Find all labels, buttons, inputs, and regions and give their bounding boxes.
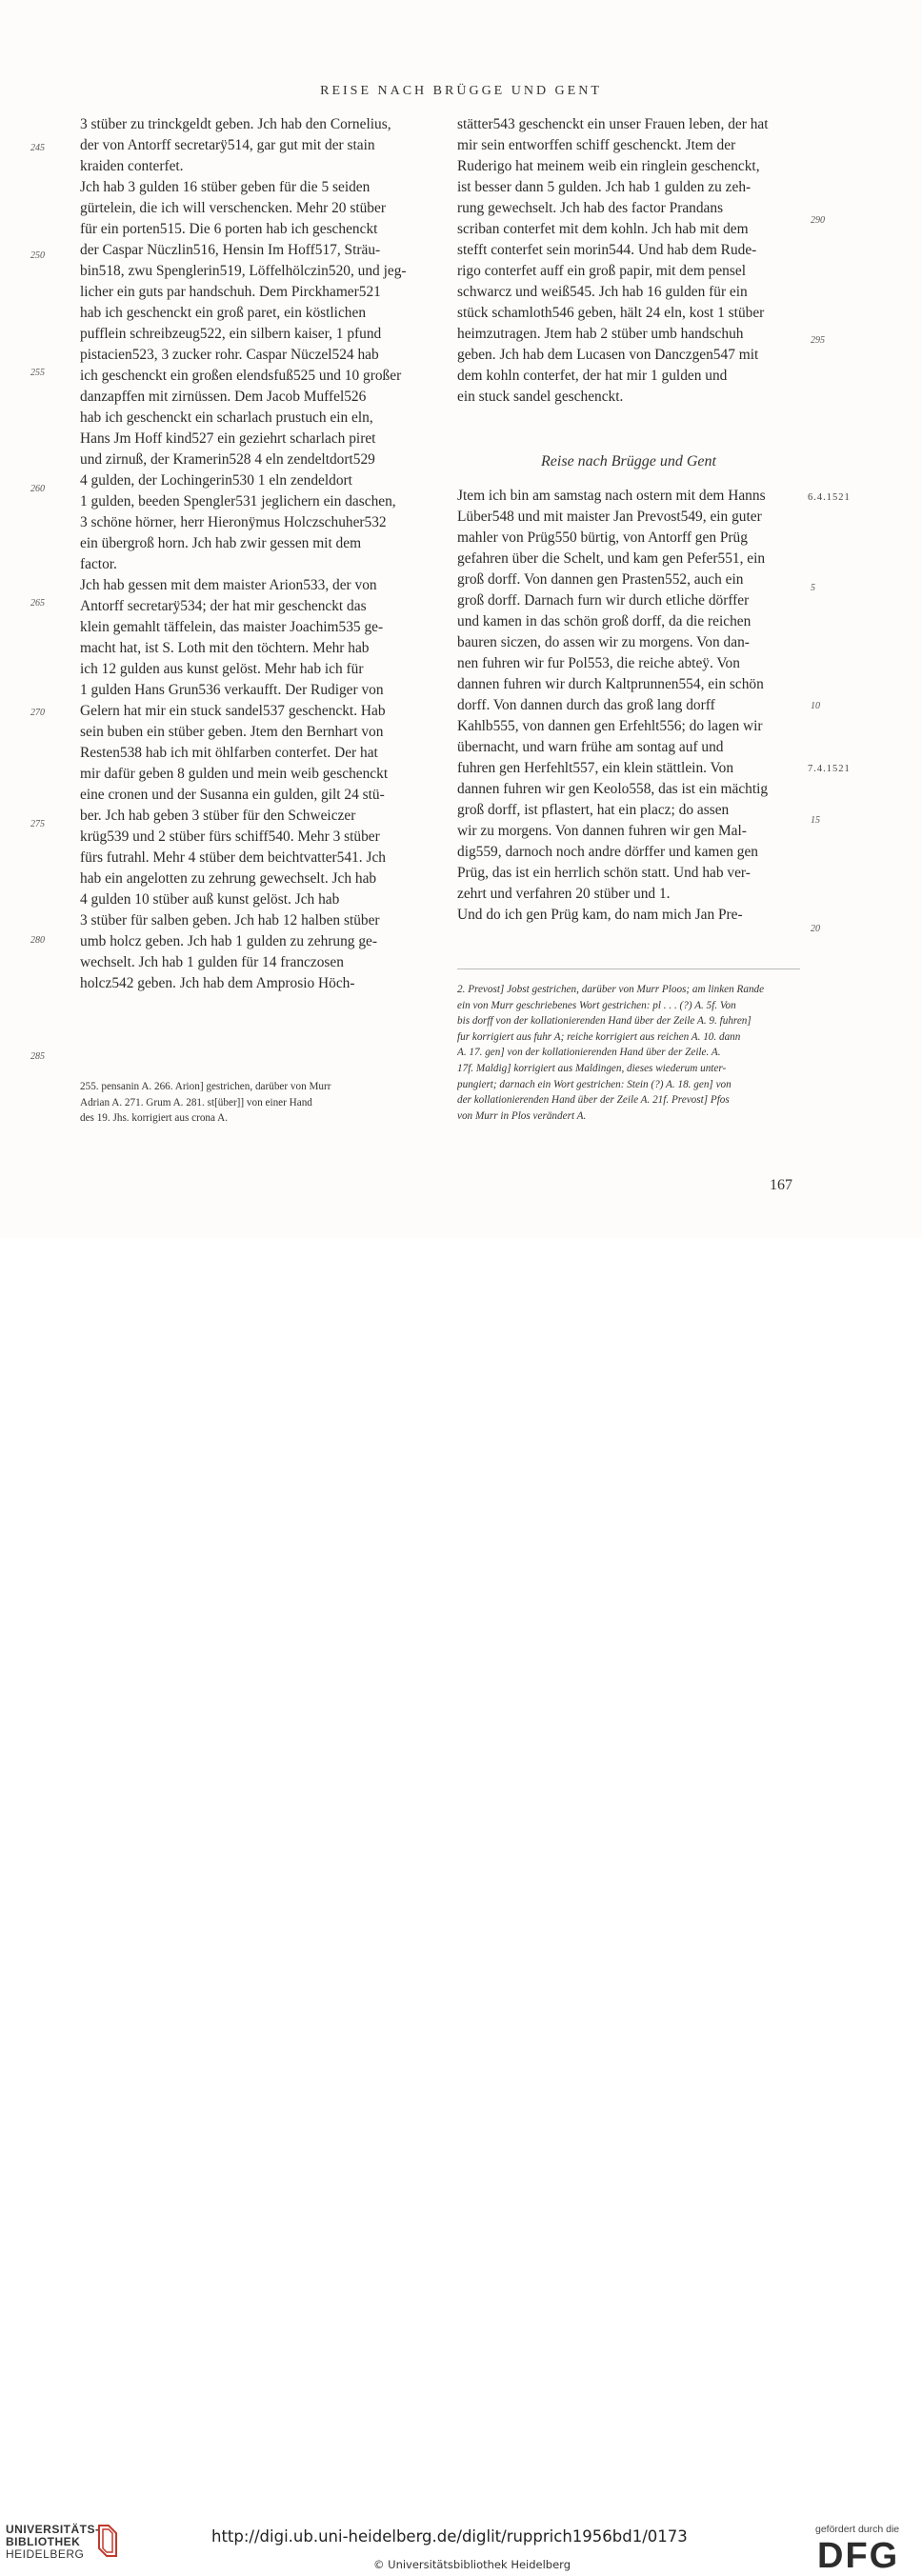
- text-line: zehrt und verfahren 20 stüber und 1.: [457, 886, 671, 902]
- line-number: 10: [811, 701, 820, 711]
- text-line: Kahlb555, von dannen gen Erfehlt556; do lagen wir: [457, 718, 763, 734]
- text-line: macht hat, ist S. Loth mit den töchtern. Mehr hab: [80, 640, 370, 656]
- text-line: groß dorff, ist pflastert, hat ein placz; do assen: [457, 802, 730, 818]
- text-line: hab ich geschenckt ein groß paret, ein köstlichen: [80, 305, 367, 321]
- critical-apparatus-right: [457, 982, 800, 1124]
- text-line: Prüg, das ist ein herrlich schön statt. Und hab ver-: [457, 865, 751, 881]
- text-line: Jtem ich bin am samstag nach ostern mit dem Hanns: [457, 488, 766, 504]
- text-line: der kollationierenden Hand über der Zeile A. 21f. Prevost] Pfos: [457, 1094, 730, 1107]
- running-head: REISE NACH BRÜGGE UND GENT: [320, 84, 602, 98]
- text-line: 1 gulden Hans Grun536 verkaufft. Der Rudiger von: [80, 682, 384, 698]
- text-line: 4 gulden 10 stüber auß kunst gelöst. Jch hab: [80, 891, 340, 908]
- text-line: wechselt. Jch hab 1 gulden für 14 franczosen: [80, 954, 344, 970]
- text-line: 17f. Maldig] korrigiert aus Maldingen, dieses wiederum unter-: [457, 1062, 727, 1074]
- text-line: dorff. Von dannen durch das groß lang dorff: [457, 697, 715, 713]
- text-line: dig559, darnoch noch andre dörffer und kamen gen: [457, 844, 758, 860]
- text-line: übernacht, und warn frühe am sontag auf und: [457, 739, 724, 755]
- logo-text-line: UNIVERSITÄTS-: [6, 2523, 100, 2536]
- text-line: nen fuhren wir fur Pol553, die reiche abteÿ. Von: [457, 655, 740, 671]
- ub-logo-mark-icon: [95, 2522, 120, 2560]
- left-text-column: [80, 114, 423, 994]
- logo-text-line: BIBLIOTHEK: [6, 2535, 81, 2548]
- line-number: 260: [30, 484, 45, 494]
- text-line: Antorff secretarÿ534; der hat mir geschenckt das: [80, 598, 367, 614]
- text-line: für ein porten515. Die 6 porten hab ich geschenckt: [80, 221, 378, 237]
- text-line: der Caspar Nüczlin516, Hensin Im Hoff517, Sträu-: [80, 242, 381, 258]
- line-number: 245: [30, 143, 45, 153]
- ub-heidelberg-logo[interactable]: [6, 2524, 100, 2561]
- text-line: licher ein guts par handschuh. Dem Pirckhamer521: [80, 284, 381, 300]
- text-line: hab ich geschenckt ein scharlach prustuch ein eln,: [80, 409, 373, 426]
- text-line: 3 schöne hörner, herr Hieronÿmus Holczschuher532: [80, 514, 387, 530]
- notes-divider: [457, 968, 800, 969]
- section-heading: Reise nach Brügge und Gent: [541, 453, 716, 469]
- text-line: groß dorff. Darnach furn wir durch etliche dörffer: [457, 592, 750, 609]
- text-line: Hans Jm Hoff kind527 ein geziehrt scharlach piret: [80, 430, 376, 447]
- line-number: 250: [30, 250, 45, 261]
- line-number: 20: [811, 924, 820, 934]
- text-line: ich geschenckt ein großen elendsfuß525 und 10 großer: [80, 368, 402, 384]
- text-line: von Murr in Plos verändert A.: [457, 1109, 587, 1122]
- text-line: scriban conterfet mit dem kohln. Jch hab mit dem: [457, 221, 749, 237]
- text-line: 2. Prevost] Jobst gestrichen, darüber von Murr Ploos; am linken Rande: [457, 984, 765, 995]
- text-line: dem kohln conterfet, der hat mir 1 gulden und: [457, 368, 728, 384]
- critical-apparatus-left: [80, 1079, 423, 1127]
- text-line: A. 17. gen] von der kollationierenden Hand über der Zeile. A.: [457, 1047, 721, 1059]
- text-line: dannen fuhren wir gen Keolo558, das ist ein mächtig: [457, 781, 769, 797]
- text-line: dannen fuhren wir durch Kaltprunnen554, ein schön: [457, 676, 764, 692]
- text-line: Jch hab gessen mit dem maister Arion533, der von: [80, 577, 377, 593]
- funding-caption: gefördert durch die: [815, 2524, 900, 2535]
- text-line: bis dorff von der kollationierenden Hand über der Zeile A. 9. fuhren]: [457, 1015, 752, 1028]
- text-line: pufflein schreibzeug522, ein silbern kaiser, 1 pfund: [80, 326, 382, 342]
- text-line: ist besser dann 5 gulden. Jch hab 1 gulden zu zeh-: [457, 179, 752, 195]
- margin-date: 7.4.1521: [808, 764, 851, 774]
- text-line: krüg539 und 2 stüber fürs schiff540. Mehr 3 stüber: [80, 829, 380, 845]
- page-number: 167: [770, 1177, 792, 1193]
- text-line: hab ein angelotten zu zehrung gewechselt. Jch hab: [80, 870, 377, 887]
- text-line: 1 gulden, beeden Spengler531 jeglichern ein daschen,: [80, 493, 396, 509]
- line-number: 285: [30, 1051, 45, 1062]
- text-line: 3 stüber für salben geben. Jch hab 12 halben stüber: [80, 912, 380, 929]
- text-line: und kamen in das schön groß dorff, da die reichen: [457, 613, 752, 629]
- footer-bar: [0, 1238, 922, 2576]
- text-line: der von Antorff secretarÿ514, gar gut mit der stain: [80, 137, 375, 153]
- text-line: Und do ich gen Prüg kam, do nam mich Jan Pre-: [457, 907, 743, 923]
- text-line: Lüber548 und mit maister Jan Prevost549, ein guter: [457, 509, 762, 525]
- line-number: 15: [811, 815, 820, 826]
- right-column-bottom-text: [457, 486, 800, 926]
- text-line: rung gewechselt. Jch hab des factor Prandans: [457, 200, 724, 216]
- text-line: Gelern hat mir ein stuck sandel537 geschenckt. Hab: [80, 703, 386, 719]
- copyright-notice: © Universitätsbibliothek Heidelberg: [373, 2558, 571, 2571]
- text-line: fur korrigiert aus fuhr A; reiche korrigiert aus reichen A. 10. dann: [457, 1030, 741, 1043]
- text-line: Adrian A. 271. Grum A. 281. st[über]] von einer Hand: [80, 1096, 312, 1108]
- text-line: 4 gulden, der Lochingerin530 1 eln zendeldort: [80, 472, 352, 489]
- text-line: fuhren gen Herfehlt557, ein klein stättlein. Von: [457, 760, 734, 776]
- text-line: bauren siczen, do assen wir zu morgens. Von dan-: [457, 634, 750, 650]
- text-line: geben. Jch hab dem Lucasen von Danczgen547 mit: [457, 347, 759, 363]
- text-line: pungiert; darnach ein Wort gestrichen: Stein (?) A. 18. gen] von: [457, 1078, 732, 1090]
- text-line: des 19. Jhs. korrigiert aus crona A.: [80, 1112, 229, 1125]
- text-line: bin518, zwu Spenglerin519, Löffelhölczin520, und jeg-: [80, 263, 407, 279]
- text-line: Resten538 hab ich mit öhlfarben conterfet. Der hat: [80, 745, 378, 761]
- text-line: klein gemahlt täffelein, das maister Joachim535 ge-: [80, 619, 384, 635]
- text-line: factor.: [80, 556, 117, 572]
- text-line: ein übergroß horn. Jch hab zwir gessen mit dem: [80, 535, 362, 551]
- text-line: gefahren über die Schelt, und kam gen Pefer551, ein: [457, 550, 766, 567]
- line-number: 290: [811, 215, 825, 226]
- margin-date: 6.4.1521: [808, 492, 851, 503]
- text-line: ein von Murr geschriebenes Wort gestrichen: pl . . . (?) A. 5f. Von: [457, 999, 736, 1011]
- text-line: Jch hab 3 gulden 16 stüber geben für die 5 seiden: [80, 179, 371, 195]
- text-line: eine cronen und der Susanna ein gulden, gilt 24 stü-: [80, 787, 385, 803]
- line-number: 5: [811, 583, 815, 593]
- text-line: mir sein entworffen schiff geschenckt. Jtem der: [457, 137, 736, 153]
- permalink-url[interactable]: http://digi.ub.uni-heidelberg.de/diglit/rupprich1956bd1/0173: [211, 2527, 688, 2546]
- text-line: groß dorff. Von dannen gen Prasten552, auch ein: [457, 571, 744, 588]
- line-number: 275: [30, 819, 45, 829]
- logo-text-line: HEIDELBERG: [6, 2547, 85, 2561]
- text-line: stefft conterfet sein morin544. Und hab dem Rude-: [457, 242, 757, 258]
- text-line: schwarcz und weiß545. Jch hab 16 gulden für ein: [457, 284, 748, 300]
- dfg-logo: DFG: [817, 2536, 900, 2576]
- text-line: rigo conterfet auff ein groß papir, mit dem pensel: [457, 263, 746, 279]
- text-line: holcz542 geben. Jch hab dem Amprosio Höch-: [80, 975, 355, 991]
- right-column-top-text: [457, 114, 800, 408]
- text-line: sein buben ein stüber geben. Jtem den Bernhart von: [80, 724, 384, 740]
- line-number: 295: [811, 335, 825, 346]
- text-line: Ruderigo hat meinem weib ein ringlein geschenckt,: [457, 158, 760, 174]
- line-number: 280: [30, 935, 45, 946]
- text-line: fürs futrahl. Mehr 4 stüber dem beichtvatter541. Jch: [80, 849, 386, 866]
- right-text-column: [457, 114, 800, 408]
- text-line: wir zu morgens. Von dannen fuhren wir gen Mal-: [457, 823, 747, 839]
- text-line: stück schamloth546 geben, hält 24 eln, kost 1 stüber: [457, 305, 765, 321]
- text-line: 255. pensanin A. 266. Arion] gestrichen, darüber von Murr: [80, 1081, 331, 1092]
- line-number: 270: [30, 708, 45, 718]
- text-line: 3 stüber zu trinckgeldt geben. Jch hab den Cornelius,: [80, 116, 391, 132]
- text-line: gürtelein, die ich will verschencken. Mehr 20 stüber: [80, 200, 386, 216]
- text-line: umb holcz geben. Jch hab 1 gulden zu zehrung ge-: [80, 933, 377, 949]
- line-number: 255: [30, 368, 45, 378]
- text-line: danzapffen mit zirnüssen. Dem Jacob Muffel526: [80, 389, 367, 405]
- text-line: stätter543 geschenckt ein unser Frauen leben, der hat: [457, 116, 769, 132]
- book-page: [0, 0, 922, 1238]
- text-line: ich 12 gulden aus kunst gelöst. Mehr hab ich für: [80, 661, 364, 677]
- text-line: mahler von Prüg550 bürtig, von Antorff gen Prüg: [457, 529, 748, 546]
- text-line: ber. Jch hab geben 3 stüber für den Schweiczer: [80, 808, 356, 824]
- text-line: und zirnuß, der Kramerin528 4 eln zendeltdort529: [80, 451, 375, 468]
- text-line: kraiden conterfet.: [80, 158, 184, 174]
- text-line: heimzutragen. Jtem hab 2 stüber umb handschuh: [457, 326, 744, 342]
- text-line: mir dafür geben 8 gulden und mein weib geschenckt: [80, 766, 389, 782]
- text-line: pistacien523, 3 zucker rohr. Caspar Nüczel524 hab: [80, 347, 379, 363]
- text-line: ein stuck sandel geschenckt.: [457, 389, 624, 405]
- line-number: 265: [30, 598, 45, 609]
